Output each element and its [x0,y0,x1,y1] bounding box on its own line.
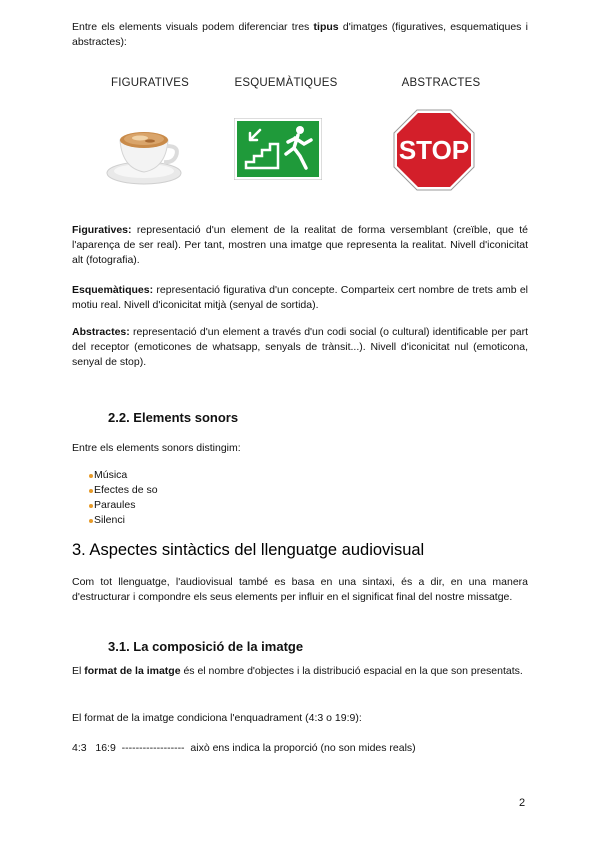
intro-text-start: Entre els elements visuals podem diferenciar tres [72,21,314,33]
def-abstractes-text: representació d'un element a través d'un codi social (o cultural) identificable per part del receptor (emoticones de whatsapp, senyals de trànsit...). Nivell d'iconicitat nul (emoticona, senyal de stop). [72,326,528,368]
def-abstractes-term: Abstractes: [72,326,130,338]
stop-sign-image [392,108,476,192]
list-item-label: Paraules [94,499,136,511]
enquadrament-paragraph: El format de la imatge condiciona l'enquadrament (4:3 o 19:9): [72,712,362,724]
format-text-end: és el nombre d'objectes i la distribució espacial en la que son presentats. [180,665,523,677]
proporcio-line: 4:3 16:9 ------------------ això ens indica la proporció (no son mides reals) [72,742,416,754]
page-number: 2 [519,797,526,809]
sonors-list [72,468,158,528]
def-figuratives-term: Figuratives: [72,224,132,236]
intro-text-end: d'imatges (figuratives, esquematiques i abstractes): [72,21,529,48]
list-item-label: Efectes de so [94,484,158,496]
def-esquematiques-text: representació figurativa d'un concepte. Comparteix cert nombre de trets amb el motiu real. Nivell d'iconicitat mitjà (senyal de sortida). [72,284,528,311]
bullet-dot [89,489,93,493]
bullet-dot [89,519,93,523]
exit-sign-image [234,118,322,180]
list-item-label: Música [94,469,128,481]
label-figuratives: FIGURATIVES [110,77,190,89]
def-esquematiques [72,283,528,313]
def-esquematiques-term: Esquemàtiques: [72,284,154,296]
heading-2-2: 2.2. Elements sonors [108,410,239,425]
intro-paragraph [72,20,528,50]
list-item-label: Silenci [94,514,125,526]
list-item [72,498,158,513]
format-paragraph [72,664,528,679]
def-abstractes [72,325,528,370]
bullet-dot [89,504,93,508]
sonors-intro: Entre els elements sonors distingim: [72,442,241,454]
label-abstractes: ABSTRACTES [401,77,481,89]
list-item [72,483,158,498]
intro-bold-word: tipus [313,21,339,33]
heading-3: 3. Aspectes sintàctics del llenguatge audiovisual [72,541,425,559]
format-bold-term: format de la imatge [84,665,181,677]
list-item [72,468,158,483]
heading-3-1: 3.1. La composició de la imatge [108,639,304,654]
def-figuratives [72,223,528,268]
list-item [72,513,158,528]
stop-sign-text: STOP [398,135,470,165]
def-figuratives-text: representació d'un element de la realitat de forma versemblant (creïble, que té l'aparença de ser real). Per tant, mostren una imatge que representa la realitat. Nivell d'iconicitat alt (fotografia). [72,224,528,266]
format-text-start: El [72,665,85,677]
coffee-cup-image [104,118,184,188]
section-3-paragraph: Com tot llenguatge, l'audiovisual també es basa en una sintaxi, és a dir, en una manera d'estructurar i compondre els seus elements per influir en el significat final del nostre missatge. [72,576,528,603]
bullet-dot [89,474,93,478]
label-esquematiques: ESQUEMÀTIQUES [234,77,338,89]
